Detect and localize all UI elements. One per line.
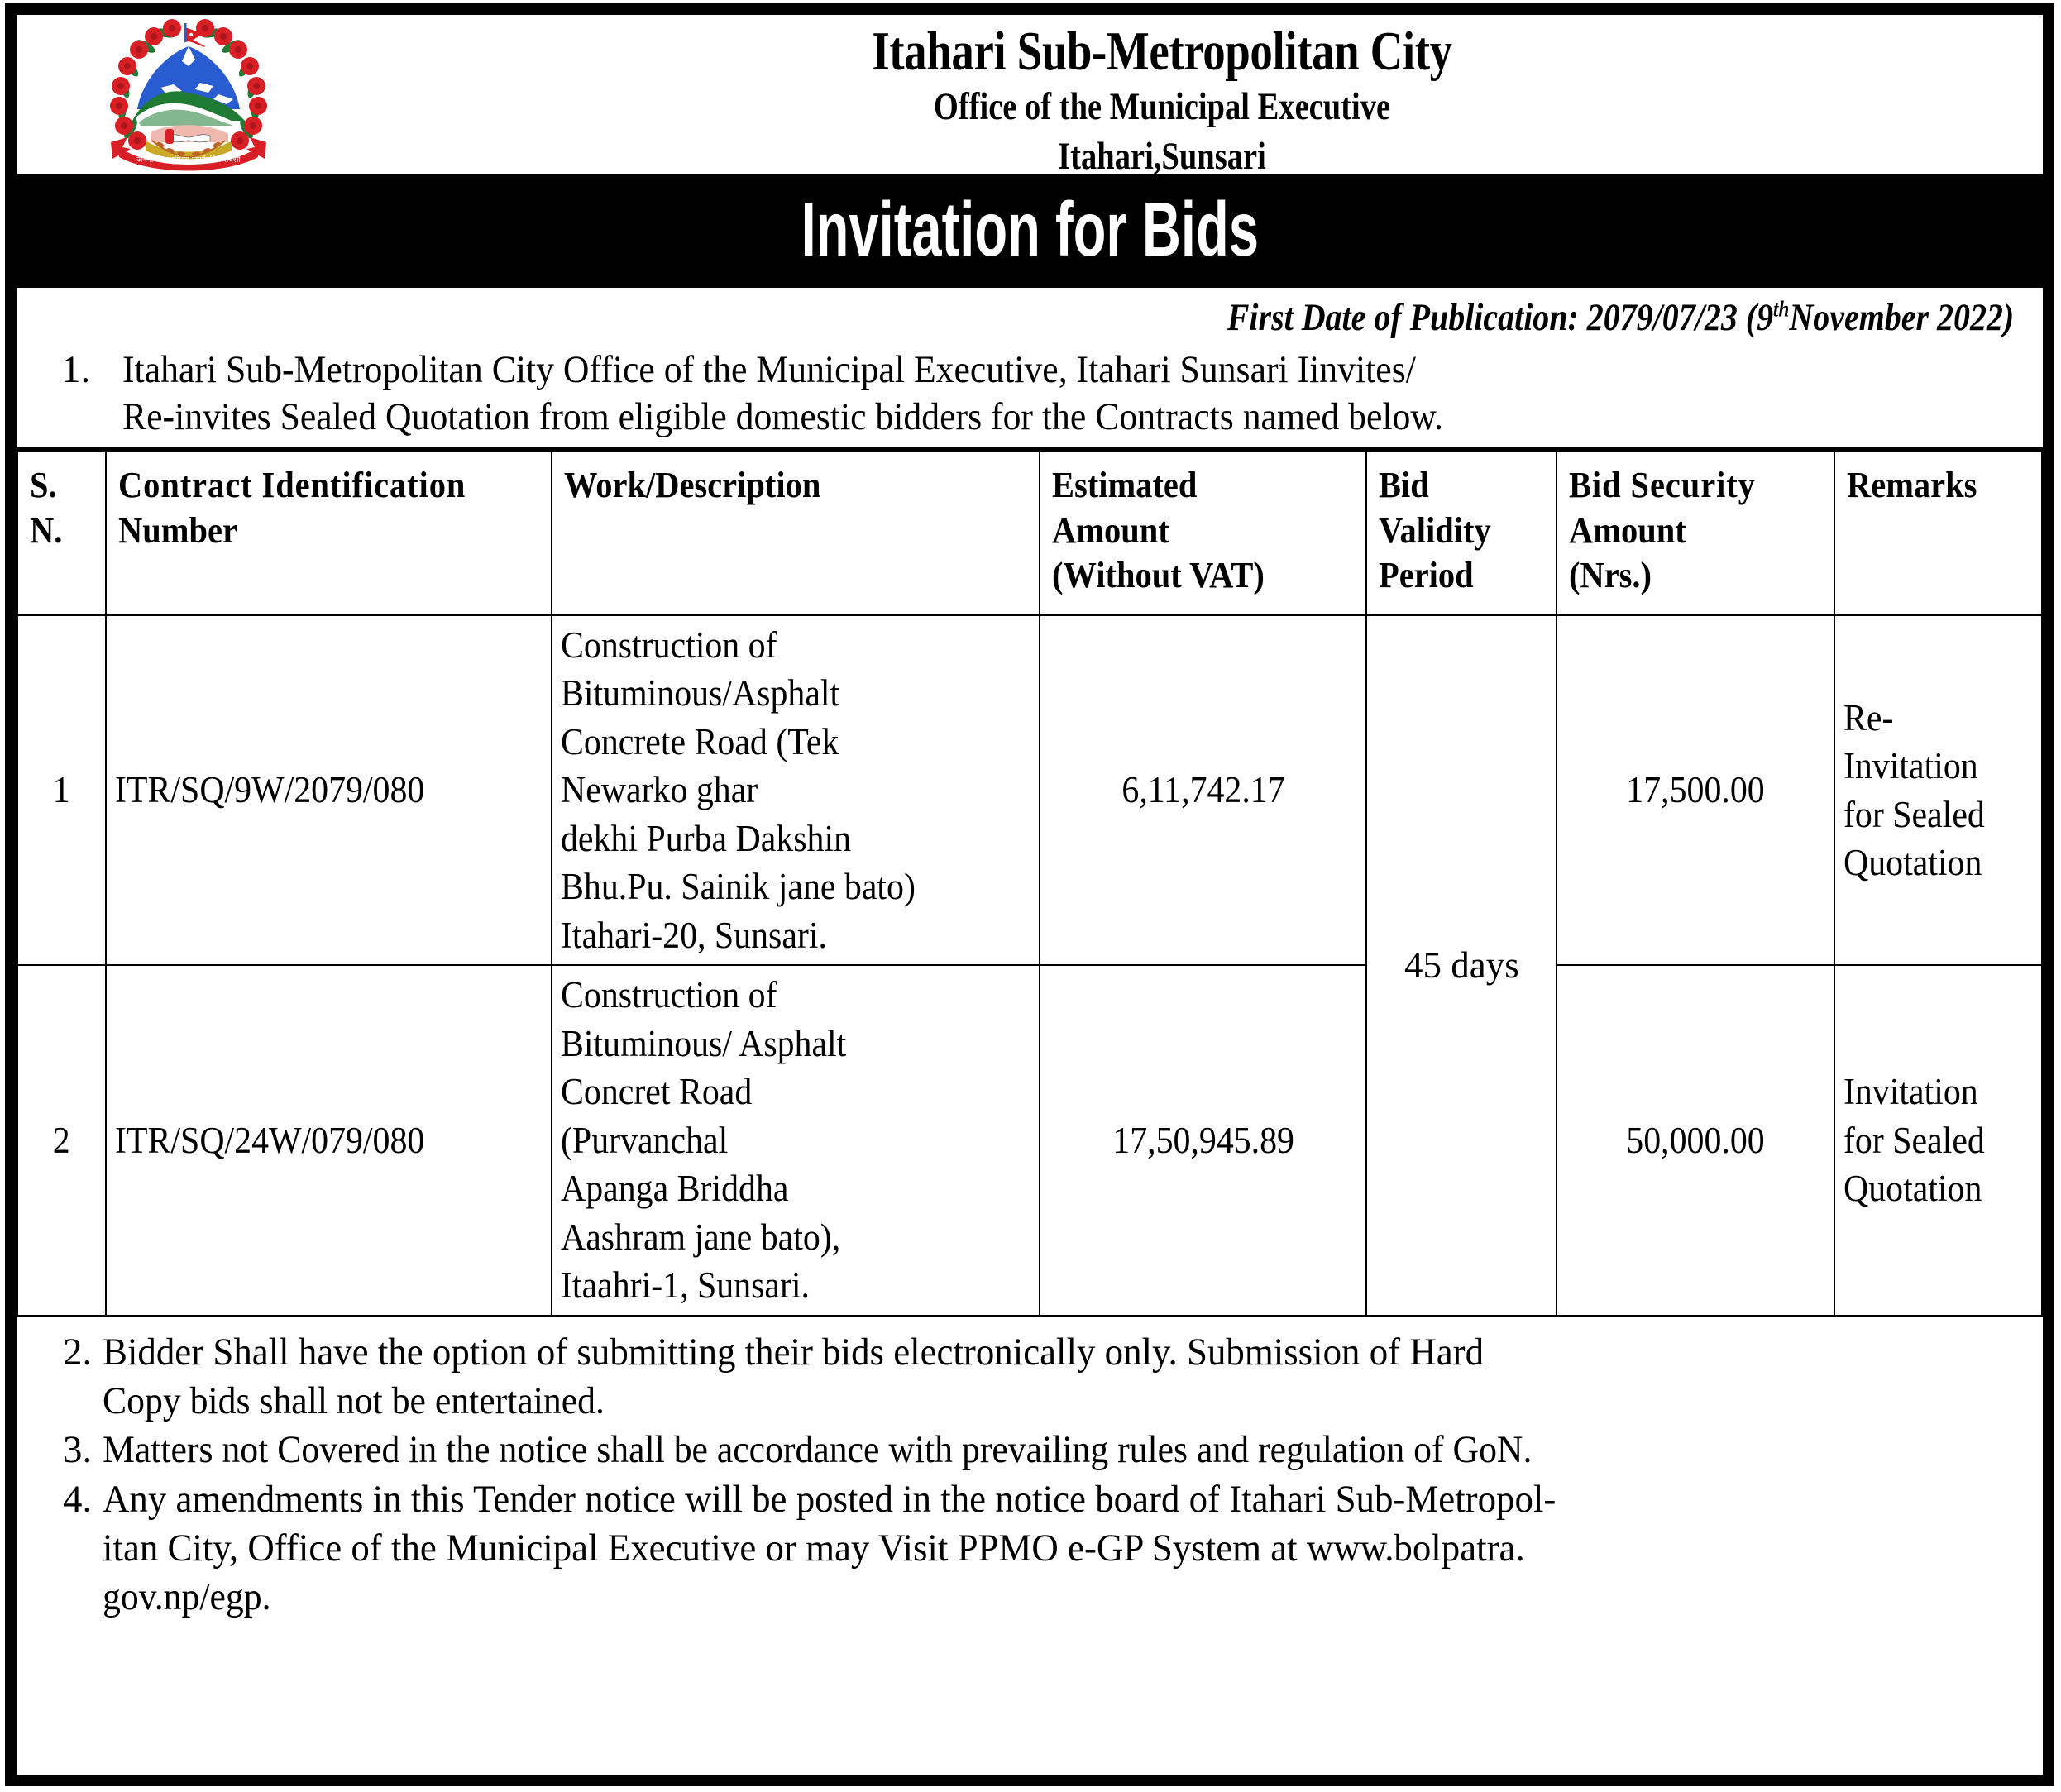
bids-table-wrapper [17, 450, 2043, 1317]
note-3 [41, 1426, 2018, 1474]
cell-sn-value: 1 [53, 769, 70, 811]
note-2-text [103, 1328, 2018, 1426]
col-header-estimated-amount-line3: (Without VAT) [1051, 555, 1265, 596]
bids-table-body [17, 614, 2042, 1316]
col-header-contract-id-line2: Number [118, 509, 238, 551]
col-header-estimated-amount [1040, 451, 1366, 614]
col-header-remarks-line1: Remarks [1846, 465, 1977, 506]
note-3-line-1: Matters not Covered in the notice shall be accordance with prevailing rules and regulation of GoN. [103, 1428, 1533, 1472]
publication-date-tail: November 2022) [1789, 296, 2015, 339]
work-line: Bituminous/ Asphalt [560, 1022, 846, 1064]
note-3-text [103, 1426, 2018, 1474]
table-row [17, 965, 2042, 1316]
col-header-sn-line1: S. [30, 465, 57, 506]
col-header-contract-id [106, 451, 551, 614]
work-line: Aashram jane bato), [560, 1216, 840, 1258]
col-header-sn [17, 451, 106, 614]
work-line: Concrete Road (Tek [560, 720, 839, 762]
cell-estimated-amount-value: 17,50,945.89 [1112, 1119, 1294, 1161]
clause-1-number: 1. [61, 347, 91, 391]
remark-line: Invitation [1843, 1071, 1978, 1113]
cell-sn [17, 614, 106, 965]
cell-estimated-amount [1040, 965, 1366, 1316]
remark-line: Quotation [1843, 1168, 1982, 1210]
clause-1-text [122, 346, 2020, 442]
col-header-bid-validity [1366, 451, 1557, 614]
work-line: Bituminous/Asphalt [560, 672, 839, 714]
cell-bid-security [1557, 614, 1834, 965]
clause-1-line-2: Re-invites Sealed Quotation from eligible domestic bidders for the Contracts named below. [122, 394, 1444, 438]
note-4-line-3: gov.np/egp. [103, 1575, 271, 1619]
bids-table-head [17, 451, 2042, 614]
work-line: Construction of [560, 974, 777, 1016]
cell-sn [17, 965, 106, 1316]
publication-date-main: First Date of Publication: 2079/07/23 (9 [1227, 296, 1774, 339]
note-2 [41, 1328, 2018, 1426]
col-header-bid-validity-line1: Bid [1379, 465, 1430, 506]
notes-section [17, 1317, 2043, 1775]
banner-title: Invitation for Bids [801, 185, 1259, 272]
cell-bid-validity-value: 45 days [1404, 944, 1519, 986]
col-header-bid-security-line1: Bid Security [1569, 465, 1757, 506]
cell-remarks [1834, 614, 2042, 965]
col-header-bid-validity-line2: Validity [1379, 509, 1492, 551]
cell-estimated-amount-value: 6,11,742.17 [1121, 769, 1285, 811]
clause-1-line-1: Itahari Sub-Metropolitan City Office of the Municipal Executive, Itahari Sunsari Iinvites/ [122, 347, 1416, 391]
bids-table [17, 450, 2043, 1317]
note-4-line-2: itan City, Office of the Municipal Executive or may Visit PPMO e-GP System at www.bolpatra. [103, 1526, 1525, 1570]
letterhead [17, 15, 2043, 177]
note-4-text [103, 1475, 2018, 1622]
remark-line: Quotation [1843, 842, 1982, 884]
clause-1 [40, 346, 2020, 442]
cell-contract-id-value: ITR/SQ/24W/079/080 [115, 1119, 425, 1161]
intro-section [17, 288, 2043, 450]
cell-work-description [552, 965, 1040, 1316]
work-line: Itaahri-1, Sunsari. [560, 1264, 810, 1307]
cell-remarks [1834, 965, 2042, 1316]
cell-contract-id [106, 614, 551, 965]
invitation-banner [17, 177, 2043, 288]
cell-contract-id [106, 965, 551, 1316]
nepal-coat-of-arms-emblem [103, 17, 275, 172]
col-header-estimated-amount-line2: Amount [1051, 509, 1169, 551]
cell-work-description [552, 614, 1040, 965]
col-header-bid-security [1557, 451, 1834, 614]
work-line: Apanga Briddha [560, 1168, 788, 1210]
svg-text:जननी जन्मभूमिश्च स्वर्गादपि गर: जननी जन्मभूमिश्च स्वर्गादपि गरीयसी [136, 155, 241, 165]
work-line: Newarko ghar [560, 769, 758, 811]
note-4-number: 4. [63, 1477, 93, 1521]
remark-line: Re- [1843, 696, 1894, 738]
org-office: Office of the Municipal Executive [933, 85, 1391, 129]
cell-contract-id-value: ITR/SQ/9W/2079/080 [115, 769, 425, 811]
publication-date [337, 296, 2020, 340]
table-row [17, 614, 2042, 965]
col-header-work-description-line1: Work/Description [563, 465, 820, 506]
remark-line: for Sealed [1843, 793, 1985, 835]
remark-line: Invitation [1843, 745, 1978, 787]
remark-line: for Sealed [1843, 1119, 1985, 1161]
work-line: dekhi Purba Dakshin [560, 817, 851, 859]
col-header-contract-id-line1: Contract Identification [118, 465, 466, 506]
work-line: Bhu.Pu. Sainik jane bato) [560, 866, 916, 908]
note-2-line-1: Bidder Shall have the option of submitting their bids electronically only. Submission of Hard [103, 1330, 1485, 1374]
cell-estimated-amount [1040, 614, 1366, 965]
note-2-number: 2. [63, 1330, 93, 1374]
col-header-work-description [552, 451, 1040, 614]
publication-date-superscript: th [1773, 296, 1790, 322]
work-line: (Purvanchal [560, 1119, 728, 1161]
document-inner-frame [14, 12, 2045, 1777]
cell-bid-security [1557, 965, 1834, 1316]
note-3-number: 3. [63, 1428, 93, 1472]
work-line: Itahari-20, Sunsari. [560, 914, 827, 956]
cell-sn-value: 2 [53, 1119, 70, 1161]
col-header-remarks [1834, 451, 2042, 614]
col-header-bid-validity-line3: Period [1379, 555, 1474, 596]
bids-table-header-row [17, 451, 2042, 614]
note-4 [41, 1475, 2018, 1622]
work-line: Concret Road [560, 1071, 752, 1113]
cell-bid-security-value: 50,000.00 [1626, 1119, 1765, 1161]
note-4-line-1: Any amendments in this Tender notice will be posted in the notice board of Itahari Sub-Metropol- [103, 1477, 1557, 1521]
cell-bid-validity-period [1366, 614, 1557, 1316]
cell-bid-security-value: 17,500.00 [1626, 769, 1765, 811]
org-place: Itahari,Sunsari [1058, 134, 1266, 178]
document-outer-frame [5, 3, 2054, 1786]
col-header-sn-line2: N. [30, 509, 63, 551]
col-header-estimated-amount-line1: Estimated [1051, 465, 1198, 506]
organization-header [314, 23, 2010, 179]
col-header-bid-security-line3: (Nrs.) [1569, 555, 1652, 596]
org-name: Itahari Sub-Metropolitan City [872, 21, 1452, 82]
work-line: Construction of [560, 624, 777, 666]
note-2-line-2: Copy bids shall not be entertained. [103, 1379, 605, 1423]
col-header-bid-security-line2: Amount [1569, 509, 1687, 551]
